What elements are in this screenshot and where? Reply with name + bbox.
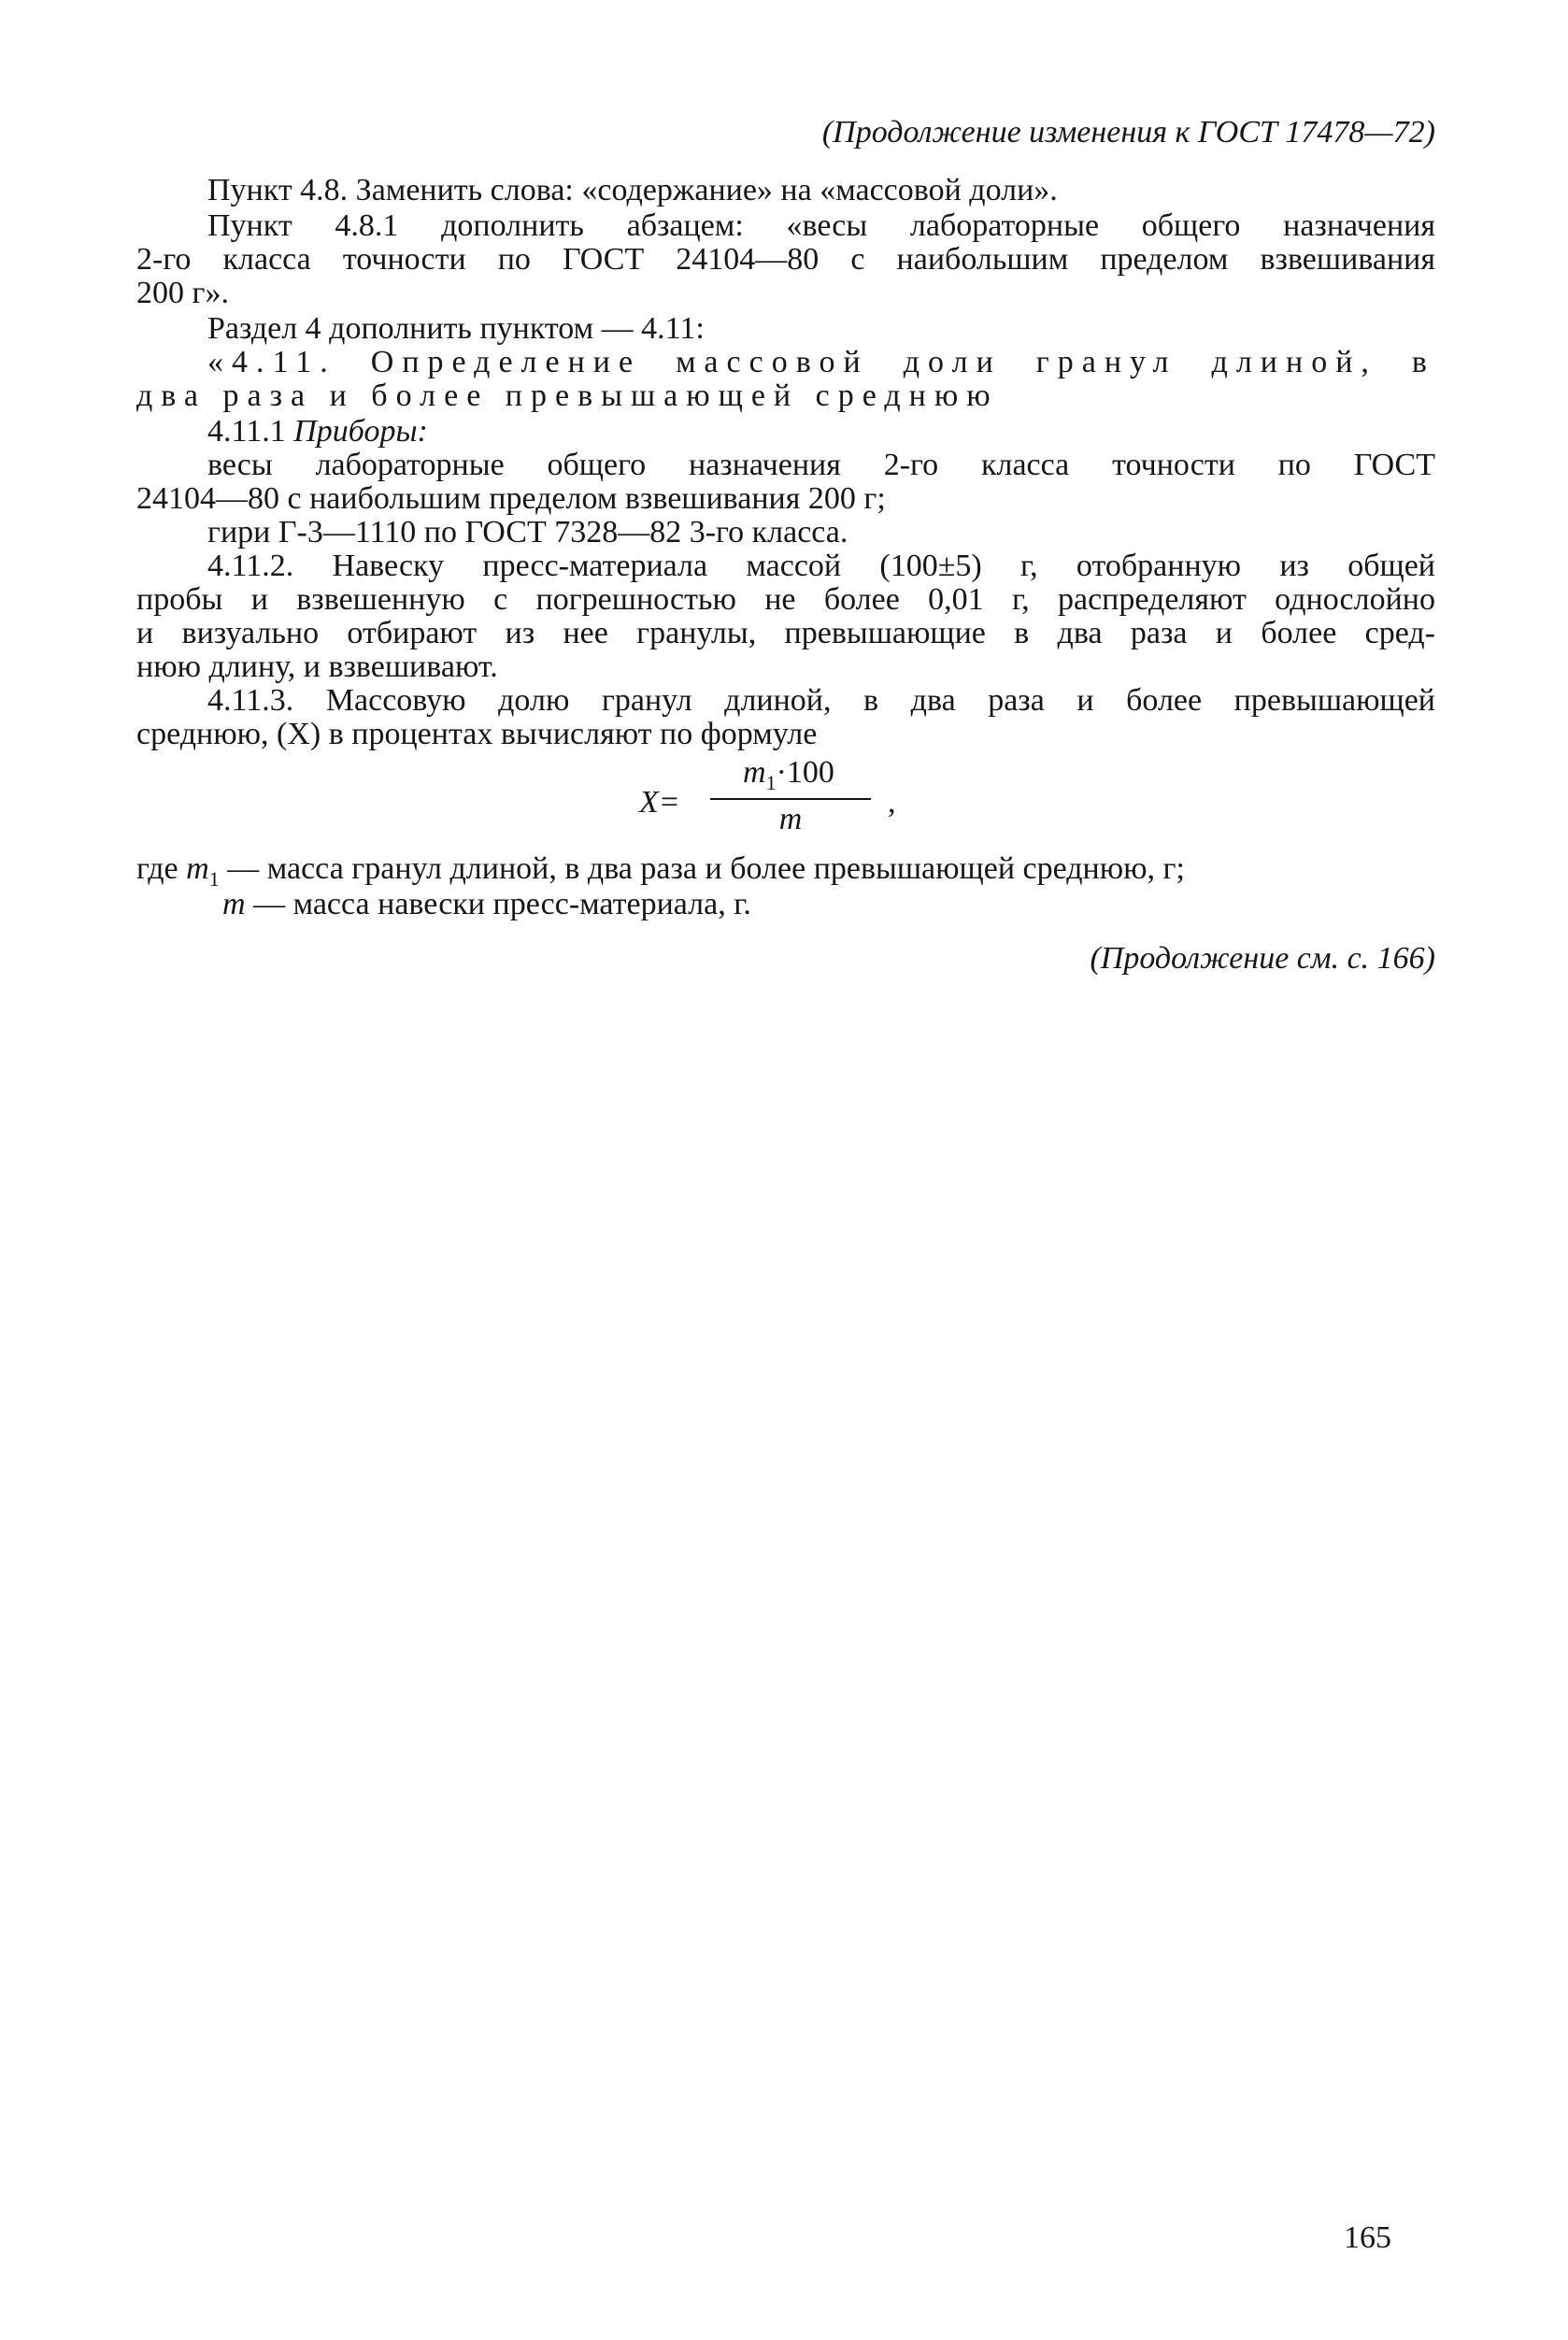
fraction-bar: [710, 798, 871, 800]
paragraph-line: 4.11.3. Массовую долю гранул длиной, в два раза и более превышающей: [207, 683, 1435, 718]
clause-title: Приборы:: [293, 414, 428, 449]
definition-var: m: [186, 851, 209, 886]
formula-numerator-sub: 1: [765, 770, 777, 794]
section-title-line: «4.11. Определение массовой доли гранул длиной, в: [207, 345, 1435, 379]
paragraph-line: Раздел 4 дополнить пунктом — 4.11:: [207, 311, 705, 346]
paragraph-line: 4.11.2. Навеску пресс-материала массой (100±5) г, отобранную из общей: [207, 549, 1435, 583]
formula-lhs: X=: [639, 785, 680, 820]
definition-lead: где: [136, 851, 187, 886]
formula-numerator-var: m: [743, 755, 766, 790]
clause-number: 4.11.1: [207, 414, 294, 449]
paragraph-line: Пункт 4.8.1 дополнить абзацем: «весы лабораторные общего назначения: [207, 208, 1435, 243]
paragraph-line: гири Г-3—1110 по ГОСТ 7328—82 3-го класса.: [207, 515, 848, 549]
paragraph-line: 2-го класса точности по ГОСТ 24104—80 с наибольшим пределом взвешивания: [136, 242, 1435, 277]
definition-text: — масса навески пресс-материала, г.: [245, 887, 751, 921]
paragraph-line: весы лабораторные общего назначения 2-го класса точности по ГОСТ: [207, 448, 1435, 482]
paragraph-line: Пункт 4.8. Заменить слова: «содержание» на «массовой доли».: [207, 173, 1058, 207]
paragraph-line: [207, 415, 1435, 449]
section-title-line: два раза и более превышающей среднюю: [136, 378, 999, 413]
paragraph-line: среднюю, (X) в процентах вычисляют по формуле: [136, 717, 818, 751]
running-header: (Продолжение изменения к ГОСТ 17478—72): [821, 115, 1435, 150]
definition-var: m: [222, 887, 246, 921]
formula-denominator: m: [778, 802, 803, 836]
definition-line: [222, 888, 1521, 921]
page-number: 165: [1344, 2220, 1391, 2255]
paragraph-line: 24104—80 с наибольшим пределом взвешивания 200 г;: [136, 481, 886, 516]
paragraph-line: и визуально отбирают из нее гранулы, превышающие в два раза и более сред-: [136, 616, 1435, 650]
paragraph-line: нюю длину, и взвешивают.: [136, 649, 498, 684]
paragraph-line: 200 г».: [136, 276, 229, 310]
formula: [598, 755, 953, 849]
definition-text: — масса гранул длиной, в два раза и более превышающей среднюю, г;: [219, 851, 1185, 886]
formula-numerator-rest: ·100: [776, 755, 834, 790]
continuation-note: (Продолжение см. с. 166): [1090, 941, 1435, 976]
paragraph-line: пробы и взвешенную с погрешностью не более 0,01 г, распределяют однослойно: [136, 582, 1435, 617]
formula-numerator: [725, 755, 852, 795]
formula-trailing: ,: [888, 785, 896, 820]
definition-sub: 1: [208, 866, 220, 891]
